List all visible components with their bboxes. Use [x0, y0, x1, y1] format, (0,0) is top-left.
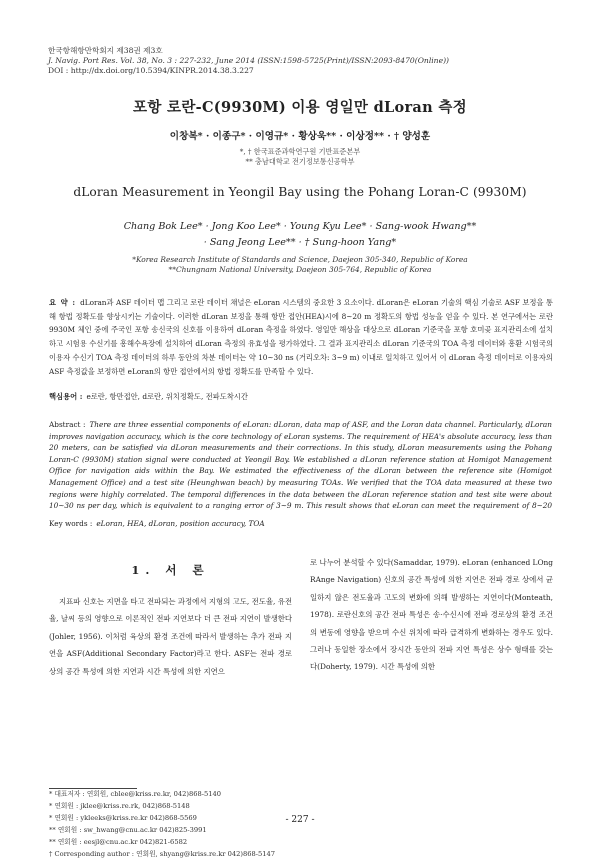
title-kr: 포항 로란-C(9930M) 이용 영일만 dLoran 측정 — [133, 99, 467, 116]
footnote-item: * 연회원 : ykleeks@kriss.re.kr 042)868-5569 — [49, 814, 197, 822]
affiliation-kr-2: ** 충남대학교 전기정보통신공학부 — [245, 157, 355, 166]
keywords-en-text: eLoran, HEA, dLoran, position accuracy, TOA — [96, 519, 265, 528]
abstract-en-label: Abstract : — [49, 420, 86, 429]
authors-en — [0, 219, 600, 251]
journal-name-kr: 한국항해항만학회지 제38권 제3호 — [48, 46, 163, 55]
journal-citation: J. Navig. Port Res. Vol. 38, No. 3 : 227-232, June 2014 (ISSN:1598-5725(Print)/ISSN:2093-8470(Online)) — [48, 56, 449, 65]
abstract-en — [49, 419, 552, 513]
authors-en-line-1: Chang Bok Lee* · Jong Koo Lee* · Young Kyu Lee* · Sang-wook Hwang** — [123, 221, 477, 232]
affiliation-kr-1: *, † 한국표준과학연구원 기반표준본부 — [239, 147, 361, 156]
body-paragraph: 로 나누어 분석할 수 있다(Samaddar, 1979). eLoran (enhanced LOng RAnge Navigation) 신호의 공간 특성에 의한 지연은 전파 경로 상에서 균일하지 않은 전도율과 고도의 변화에 의해 발생하는 지연이다(Monteath, 1978). 로란신호의 공간 전파 특성은 송·수신시에 전파 경로상의 환경 조건의 변동에 영향을 받으며 수신 위치에 따라 급격하게 변화하는 경우도 있다. 그러나 동일한 장소에서 장시간 동안의 전파 지연 특성은 상수 형태를 갖는다(Doherty, 1979). 시간 특성에 의한 — [310, 558, 553, 672]
keywords-en-label: Key words : — [49, 519, 93, 528]
authors-kr: 이창복* · 이종구* · 이영규* · 황상욱** · 이상정** · † 양성훈 — [169, 131, 431, 142]
affiliations-en — [0, 255, 600, 275]
doi-link[interactable]: DOI : http://dx.doi.org/10.5394/KINPR.2014.38.3.227 — [48, 66, 254, 75]
abstract-kr-text: dLoran과 ASF 데이터 맵 그리고 로란 데이터 채널은 eLoran 시스템의 중요한 3 요소이다. dLoran은 eLoran 기술의 핵심 기술로 ASF 보정을 통해 항법 정확도를 향상시키는 기술이다. 이러한 dLoran 보정을 통해 항만 접안(HEA)시에 8~20 m 정확도의 항법 성능을 얻을 수 있다. 본 연구에서는 로란 9930M 체인 중에 주국인 포항 송신국의 신호를 이용하여 dLoran 측정을 하였다. 영일만 해상을 대상으로 dLoran 기준국을 포항 호미곶 표지관리소에 설치하고 시험용 수신기를 흥해수욕장에 설치하여 dLoran 측정의 유효성을 평가하였다. 그 결과 표지관리소 dLoran 기준국의 TOA 측정 데이터와 흥환 시험국의 이용자 수신기 TOA 측정 데이터의 하루 동안의 차분 데이터는 약 10~30 ns (거리오차: 3~9 m) 이내로 일치하고 있어서 이 dLoran 측정 데이터로 이용자의 ASF 측정값을 보정하면 eLoran의 항만 접안에서의 항법 정확도를 만족할 수 있다. — [49, 298, 553, 376]
keywords-en — [49, 519, 553, 528]
footnote-item: ** 연회원 : eesjl@cnu.ac.kr 042)821-6582 — [49, 838, 188, 846]
footnote-item: ** 연회원 : sw_hwang@cnu.ac.kr 042)825-3991 — [49, 826, 207, 834]
affiliation-en-2: **Chungnam National University, Daejeon 305-764, Republic of Korea — [168, 265, 432, 274]
abstract-kr-label: 요 약 : — [49, 298, 77, 307]
footnote-item: † Corresponding author : 연회원, shyang@kriss.re.kr 042)868-5147 — [49, 850, 276, 858]
body-column-right — [310, 554, 553, 676]
page-number: - 227 - — [285, 815, 315, 825]
section-heading-intro: 1. 서 론 — [131, 563, 210, 577]
keywords-kr — [49, 392, 553, 402]
journal-header — [48, 46, 568, 76]
title-en: dLoran Measurement in Yeongil Bay using the Pohang Loran-C (9930M) — [73, 185, 527, 199]
affiliation-en-1: *Korea Research Institute of Standards and Science, Daejeon 305-340, Republic of Korea — [132, 255, 468, 264]
body-paragraph: 지표파 신호는 지면을 타고 전파되는 과정에서 지형의 고도, 전도율, 유전율, 날씨 등의 영향으로 이론적인 전파 지연보다 더 큰 전파 지연이 발생한다(Johler, 1956). 이처럼 육상의 환경 조건에 따라서 발생하는 추가 전파 지연을 ASF(Additional Secondary Factor)라고 한다. ASF는 전파 경로상의 공간 특성에 의한 지연과 시간 특성에 의한 지연으 — [49, 597, 292, 676]
keywords-kr-text: e로란, 항만접안, d로란, 위치정확도, 전파도착시간 — [86, 392, 248, 401]
keywords-kr-label: 핵심용어 : — [49, 392, 83, 401]
affiliations-kr — [0, 147, 600, 167]
authors-en-line-2: · Sang Jeong Lee** · † Sung-hoon Yang* — [203, 237, 397, 248]
footnote-item: * 대표저자 : 연회원, cblee@kriss.re.kr, 042)868-5140 — [49, 790, 222, 798]
footnote-item: * 연회원 : jklee@kriss.re.rk, 042)868-5148 — [49, 802, 190, 810]
abstract-en-text: There are three essential components of eLoran: dLoran, data map of ASF, and the Loran data channel. Particularly, dLoran improves navigation accuracy, which is the core technology of eLoran systems. The requirement of HEA's absolute accuracy, less than 20 meters, can be satisfied via dLoran measurements and their corrections. In this study, dLoran measurements using the Pohang Loran-C (9930M) station signal were conducted at Yeongil Bay. We established a dLoran reference station at Homigot Management Office for navigation aids within the Bay. We estimated the effectiveness of the dLoran between the reference site (Homigot Management Office) and a test site (Heunghwan beach) by measuring TOAs. We verified that the TOA data measured at these two regions were highly correlated. The temporal differences in the data between the dLoran reference station and test site were about 10~30 ns per day, which is equivalent to a ranging error of 3~9 m. This result shows that eLoran can meet the requirement of 8~20 — [49, 420, 552, 511]
body-column-left — [49, 593, 292, 680]
abstract-kr — [49, 296, 553, 378]
